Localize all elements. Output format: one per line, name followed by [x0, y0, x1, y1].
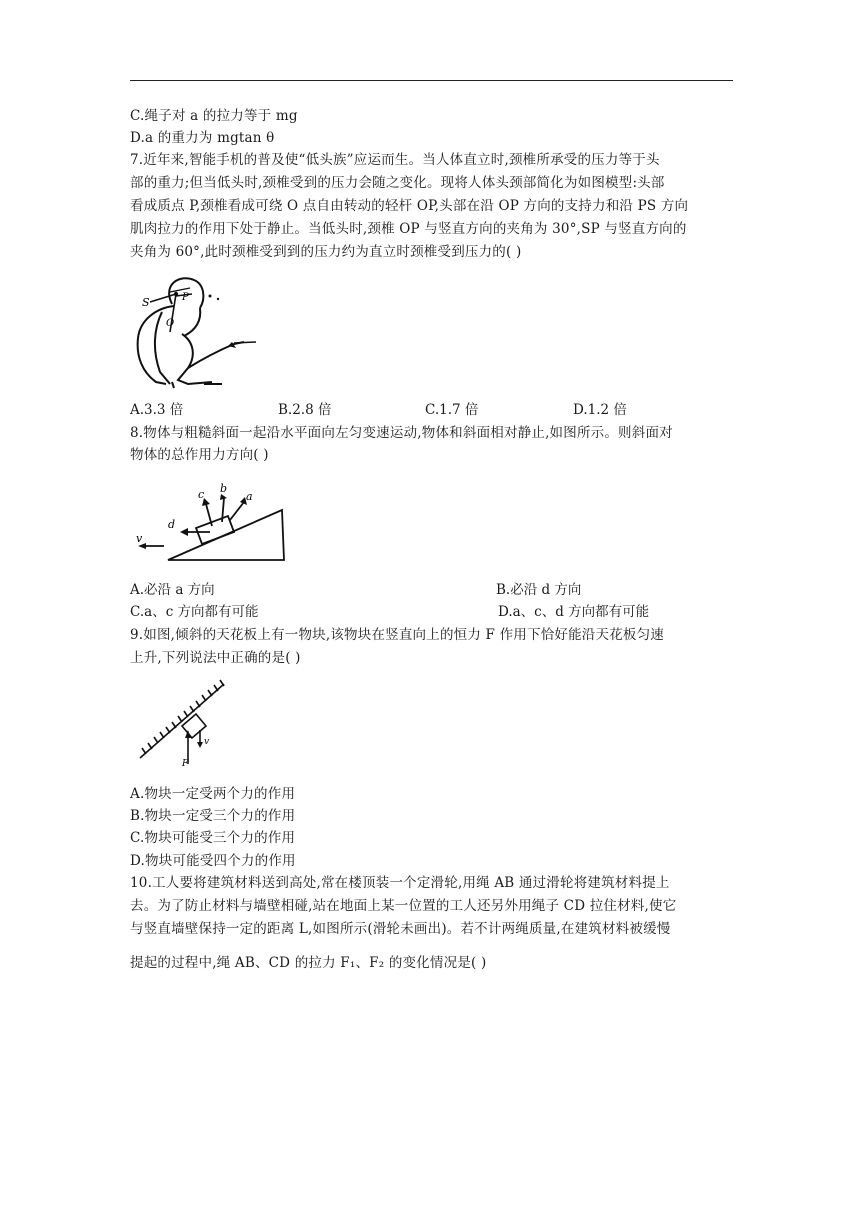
q9-option-c: C.物块可能受三个力的作用	[130, 830, 296, 846]
label-f: F	[182, 759, 189, 769]
q9-text-1: 9.如图,倾斜的天花板上有一物块,该物块在竖直向上的恒力 F 作用下恰好能沿天花板匀速	[130, 627, 665, 643]
q7-option-b: B.2.8 倍	[278, 402, 332, 418]
label-a: a	[246, 490, 253, 503]
q8-text-2: 物体的总作用力方向( )	[130, 447, 269, 463]
label-c: c	[198, 488, 205, 501]
label-v: v	[136, 532, 143, 545]
q7-option-a: A.3.3 倍	[130, 402, 184, 418]
q8-text-1: 8.物体与粗糙斜面一起沿水平面向左匀变速运动,物体和斜面相对静止,如图所示。则斜面对	[130, 425, 673, 441]
q7-text-5: 夹角为 60°,此时颈椎受到到的压力约为直立时颈椎受到压力的( )	[130, 244, 522, 260]
q6-option-c: C.绳子对 a 的拉力等于 mg	[130, 108, 298, 124]
q7-text-2: 部的重力;但当低头时,颈椎受到的压力会随之变化。现将人体头颈部简化为如图模型:头部	[130, 175, 665, 191]
label-b: b	[220, 482, 228, 495]
q8-option-a: A.必沿 a 方向	[130, 582, 215, 598]
q10-text-1: 10.工人要将建筑材料送到高处,常在楼顶装一个定滑轮,用绳 AB 通过滑轮将建筑材料提上	[130, 875, 670, 891]
q7-text-4: 肌肉拉力的作用下处于静止。当低头时,颈椎 OP 与竖直方向的夹角为 30°,SP 与竖直方向的	[130, 221, 687, 237]
q9-text-2: 上升,下列说法中正确的是( )	[130, 650, 301, 666]
q9-option-a: A.物块一定受两个力的作用	[130, 786, 296, 802]
q7-head-neck-figure	[132, 272, 262, 392]
label-s: S	[142, 296, 150, 309]
q6-option-d: D.a 的重力为 mgtan θ	[130, 130, 275, 146]
q7-option-d: D.1.2 倍	[573, 402, 627, 418]
q7-text-3: 看成质点 P,颈椎看成可绕 O 点自由转动的轻杆 OP,头部在沿 OP 方向的支持力和沿 PS 方向	[130, 198, 689, 214]
header-rule	[130, 80, 733, 81]
label-p: P	[182, 292, 189, 303]
q10-text-4: 提起的过程中,绳 AB、CD 的拉力 F₁、F₂ 的变化情况是( )	[130, 955, 487, 971]
q7-option-c: C.1.7 倍	[425, 402, 479, 418]
q10-text-3: 与竖直墙壁保持一定的距离 L,如图所示(滑轮未画出)。若不计两绳质量,在建筑材料被缓慢	[130, 921, 671, 937]
label-v: v	[204, 737, 210, 747]
q8-option-c: C.a、c 方向都有可能	[130, 604, 259, 620]
q9-ceiling-figure	[136, 678, 228, 770]
q7-text-1: 7.近年来,智能手机的普及使“低头族”应运而生。当人体直立时,颈椎所承受的压力等于头	[130, 152, 660, 168]
q9-option-d: D.物块可能受四个力的作用	[130, 853, 296, 869]
q10-text-2: 去。为了防止材料与墙壁相碰,站在地面上某一位置的工人还另外用绳子 CD 拉住材料,使它	[130, 898, 677, 914]
q8-option-b: B.必沿 d 方向	[496, 582, 582, 598]
label-d: d	[168, 518, 176, 531]
q8-option-d: D.a、c、d 方向都有可能	[498, 604, 650, 620]
q9-option-b: B.物块一定受三个力的作用	[130, 808, 296, 824]
label-o: O	[166, 318, 175, 329]
q8-incline-figure	[134, 480, 289, 566]
